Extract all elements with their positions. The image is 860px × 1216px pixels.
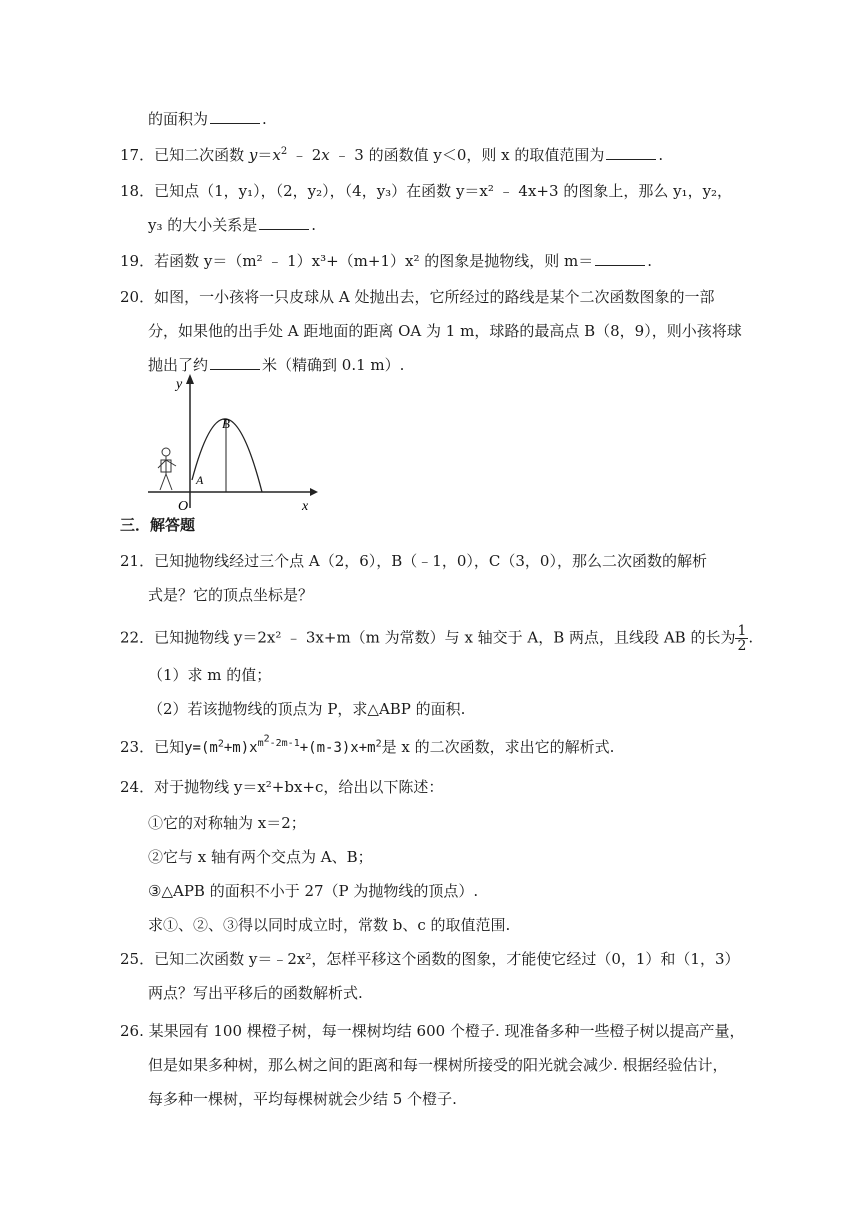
question-22-part2: （2）若该抛物线的顶点为 P，求△ABP 的面积. — [148, 700, 466, 718]
question-26-line2: 但是如果多种树，那么树之间的距离和每一棵树所接受的阳光就会减少. 根据经验估计， — [148, 1056, 728, 1074]
fraction-numerator: 1 — [737, 623, 747, 639]
section-heading: 三．解答题 — [120, 516, 196, 534]
answer-blank — [595, 250, 645, 266]
parabola-figure — [148, 372, 318, 512]
point-b-label: B — [222, 416, 230, 431]
question-26-line1: 26. 某果园有 100 棵橙子树，每一棵树均结 600 个橙子. 现准备多种一些橙子树以提高产量， — [120, 1022, 745, 1040]
question-18-line2 — [148, 214, 316, 236]
child-figure — [158, 448, 176, 490]
question-20-line1: 20．如图，一小孩将一只皮球从 A 处抛出去，它所经过的路线是某个二次函数图象的一部 — [120, 288, 715, 306]
text: . — [311, 216, 317, 234]
question-24-statement2: ②它与 x 轴有两个交点为 A、B； — [148, 848, 373, 866]
question-19 — [120, 250, 652, 272]
text: . — [262, 110, 267, 128]
question-24-statement3: ③△APB 的面积不小于 27（P 为抛物线的顶点）. — [148, 882, 479, 900]
question-26-line3: 每多种一棵树，平均每棵树就会少结 5 个橙子. — [148, 1090, 457, 1108]
x-label: x — [302, 499, 309, 512]
question-18-line1: 18．已知点（1，y₁），（2，y₂），（4，y₃）在函数 y＝x² ﹣ 4x+3 的图象上，那么 y₁，y₂， — [120, 182, 733, 200]
x-axis-arrow — [310, 488, 318, 496]
origin-label: O — [178, 499, 189, 512]
question-23 — [120, 736, 614, 759]
answer-blank — [210, 354, 260, 370]
fraction — [735, 624, 748, 653]
question-22-line1: 22．已知抛物线 y＝2x² ﹣ 3x+m（m 为常数）与 x 轴交于 A，B 两点，且线段 AB 的长为 $\frac{1}{2}$ . — [120, 623, 754, 654]
text: y₃ 的大小关系是 — [148, 216, 258, 234]
text: 的面积为 — [148, 110, 209, 128]
text: 23．已知 — [120, 738, 185, 756]
y-axis-arrow — [186, 374, 194, 384]
question-21-line2: 式是？它的顶点坐标是？ — [148, 586, 314, 604]
formula: $y=(m^2+m)x^{m^2-2m-1}+(m-3)x+m^2$ — [184, 734, 382, 756]
question-24-request: 求①、②、③得以同时成立时，常数 b、c 的取值范围. — [148, 916, 511, 934]
y-label: y — [176, 377, 183, 392]
text: 抛出了约 — [148, 356, 209, 374]
answer-blank — [606, 144, 656, 160]
text: . — [647, 252, 653, 270]
question-21-line1: 21．已知抛物线经过三个点 A（2，6），B（﹣1，0），C（3，0），那么二次函数的解析 — [120, 552, 707, 570]
question-16-continuation — [148, 108, 267, 130]
question-24-line1: 24．对于抛物线 y＝x²+bx+c，给出以下陈述： — [120, 778, 444, 796]
text: 的函数值 y＜0，则 x 的取值范围为 — [368, 146, 605, 164]
fraction-denominator: 2 — [737, 638, 747, 654]
question-25-line2: 两点？写出平移后的函数解析式. — [148, 984, 363, 1002]
text: 是 x 的二次函数，求出它的解析式. — [381, 738, 615, 756]
answer-blank — [259, 214, 309, 230]
text: . — [658, 146, 664, 164]
text: 22．已知抛物线 y＝2x² ﹣ 3x+m（m 为常数）与 x 轴交于 A，B 两点，且线段 AB 的长为 — [120, 628, 736, 647]
text: 19．若函数 y＝（m² ﹣ 1）x³+（m+1）x² 的图象是抛物线，则 m＝ — [120, 252, 594, 270]
question-25-line1: 25．已知二次函数 y＝﹣2x²，怎样平移这个函数的图象，才能使它经过（0，1）和（1，3） — [120, 950, 740, 968]
question-17: 17．已知二次函数 $y=x^2$ ﹣ 2x ﹣ 3 的函数值 y＜0，则 x 的取值范围为 . — [120, 146, 664, 164]
text: 17．已知二次函数 — [120, 146, 249, 164]
question-24-statement1: ①它的对称轴为 x＝2； — [148, 814, 306, 832]
point-a-label: A — [196, 473, 204, 487]
answer-blank — [210, 108, 260, 124]
question-22-part1: （1）求 m 的值； — [148, 666, 272, 684]
text: 米（精确到 0.1 m）. — [262, 356, 405, 374]
question-20-line2: 分，如果他的出手处 A 距地面的距离 OA 为 1 m，球路的最高点 B（8，9），则小孩将球 — [148, 322, 742, 340]
